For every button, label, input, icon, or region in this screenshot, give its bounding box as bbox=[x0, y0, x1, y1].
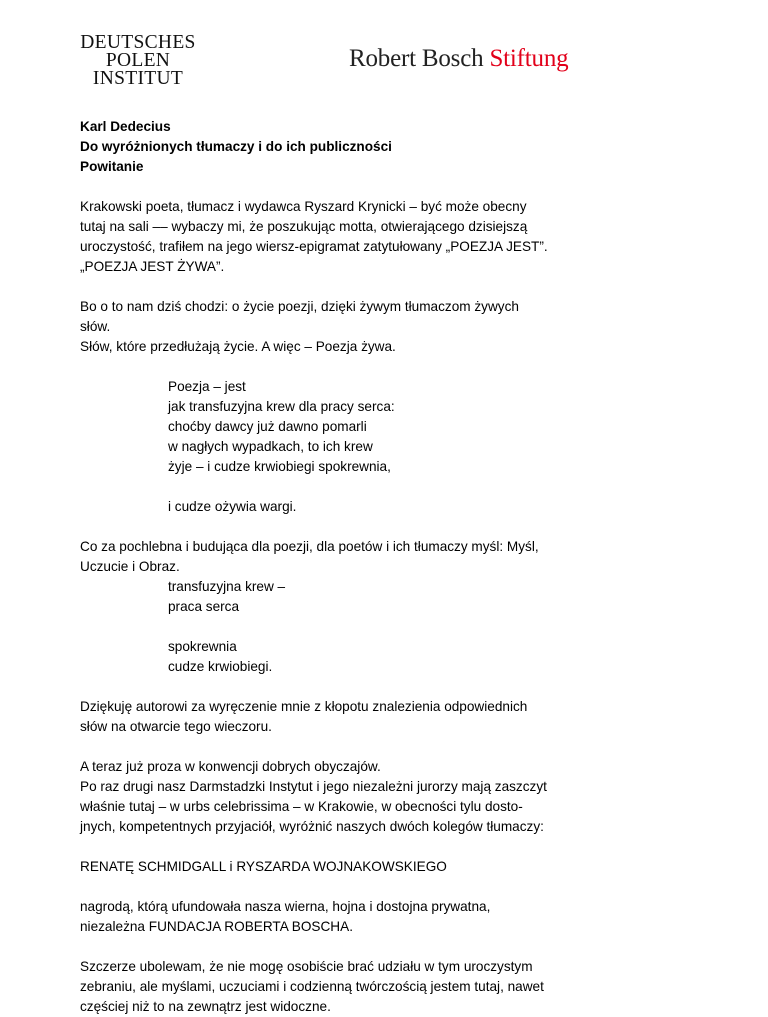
text-line: nagrodą, którą ufundowała nasza wierna, hojna i dostojna prywatna, bbox=[80, 899, 491, 914]
text-line: Co za pochlebna i budująca dla poezji, dla poetów i ich tłumaczy myśl: Myśl, bbox=[80, 539, 539, 554]
poem-quote bbox=[168, 377, 700, 517]
poem-line: jak transfuzyjna krew dla pracy serca: bbox=[168, 399, 395, 414]
document-subtitle: Powitanie bbox=[80, 159, 144, 174]
text-line: uroczystość, trafiłem na jego wiersz-epigramat zatytułowany „POEZJA JEST”. bbox=[80, 239, 548, 254]
paragraph-3 bbox=[80, 537, 700, 677]
text-line: właśnie tutaj – w urbs celebrissima – w Krakowie, w obecności tylu dosto- bbox=[80, 799, 523, 814]
text-line: Krakowski poeta, tłumacz i wydawca Ryszard Krynicki – być może obecny bbox=[80, 199, 527, 214]
poem-line: w nagłych wypadkach, to ich krew bbox=[168, 439, 373, 454]
text-line: Uczucie i Obraz. bbox=[80, 559, 180, 574]
text-line: słów. bbox=[80, 319, 111, 334]
poem-fragment bbox=[168, 577, 700, 677]
text-line: Po raz drugi nasz Darmstadzki Instytut i jego niezależni jurorzy mają zaszczyt bbox=[80, 779, 547, 794]
paragraph-7 bbox=[80, 897, 700, 937]
text-line: jnych, kompetentnych przyjaciół, wyróżnić naszych dwóch kolegów tłumaczy: bbox=[80, 819, 544, 834]
poem-line: i cudze ożywia wargi. bbox=[168, 499, 297, 514]
text-line: Dziękuję autorowi za wyręczenie mnie z kłopotu znalezienia odpowiednich bbox=[80, 699, 528, 714]
text-line: zebraniu, ale myślami, uczuciami i codzienną twórczością jestem tutaj, nawet bbox=[80, 979, 544, 994]
logo-stiftung: Stiftung bbox=[489, 45, 569, 72]
document-body bbox=[80, 117, 700, 1017]
text-line: niezależna FUNDACJA ROBERTA BOSCHA. bbox=[80, 919, 353, 934]
poem-line: spokrewnia bbox=[168, 639, 237, 654]
paragraph-4 bbox=[80, 697, 700, 737]
text-line: słów na otwarcie tego wieczoru. bbox=[80, 719, 272, 734]
logo-line: DEUTSCHES bbox=[80, 32, 196, 53]
paragraph-2 bbox=[80, 297, 700, 357]
poem-line: cudze krwiobiegi. bbox=[168, 659, 273, 674]
logo-robert-bosch: Robert Bosch bbox=[349, 45, 484, 72]
poem-line: Poezja – jest bbox=[168, 379, 246, 394]
author-name: Karl Dedecius bbox=[80, 119, 171, 134]
logo-line: POLEN bbox=[105, 50, 171, 71]
document-heading bbox=[80, 117, 700, 177]
paragraph-6 bbox=[80, 857, 700, 877]
text-line: RENATĘ SCHMIDGALL i RYSZARDA WOJNAKOWSKIEGO bbox=[80, 859, 447, 874]
poem-line: praca serca bbox=[168, 599, 240, 614]
poem-line: żyje – i cudze krwiobiegi spokrewnia, bbox=[168, 459, 391, 474]
text-line: tutaj na sali –– wybaczy mi, że poszukując motta, otwierającego dzisiejszą bbox=[80, 219, 528, 234]
logo-line: INSTITUT bbox=[92, 68, 184, 89]
poem-line: choćby dawcy już dawno pomarli bbox=[168, 419, 367, 434]
text-line: A teraz już proza w konwencji dobrych obyczajów. bbox=[80, 759, 381, 774]
text-line: Słów, które przedłużają życie. A więc – Poezja żywa. bbox=[80, 339, 396, 354]
paragraph-5 bbox=[80, 757, 700, 837]
deutsches-polen-institut-logo bbox=[80, 34, 196, 88]
text-line: częściej niż to na zewnątrz jest widoczne. bbox=[80, 999, 331, 1014]
text-line: Bo o to nam dziś chodzi: o życie poezji, dzięki żywym tłumaczom żywych bbox=[80, 299, 519, 314]
robert-bosch-stiftung-logo bbox=[349, 44, 568, 74]
poem-line: transfuzyjna krew – bbox=[168, 579, 286, 594]
text-line: „POEZJA JEST ŻYWA”. bbox=[80, 259, 225, 274]
document-title: Do wyróżnionych tłumaczy i do ich publiczności bbox=[80, 139, 392, 154]
text-line: Szczerze ubolewam, że nie mogę osobiście brać udziału w tym uroczystym bbox=[80, 959, 533, 974]
paragraph-1 bbox=[80, 197, 700, 277]
paragraph-8 bbox=[80, 957, 700, 1017]
